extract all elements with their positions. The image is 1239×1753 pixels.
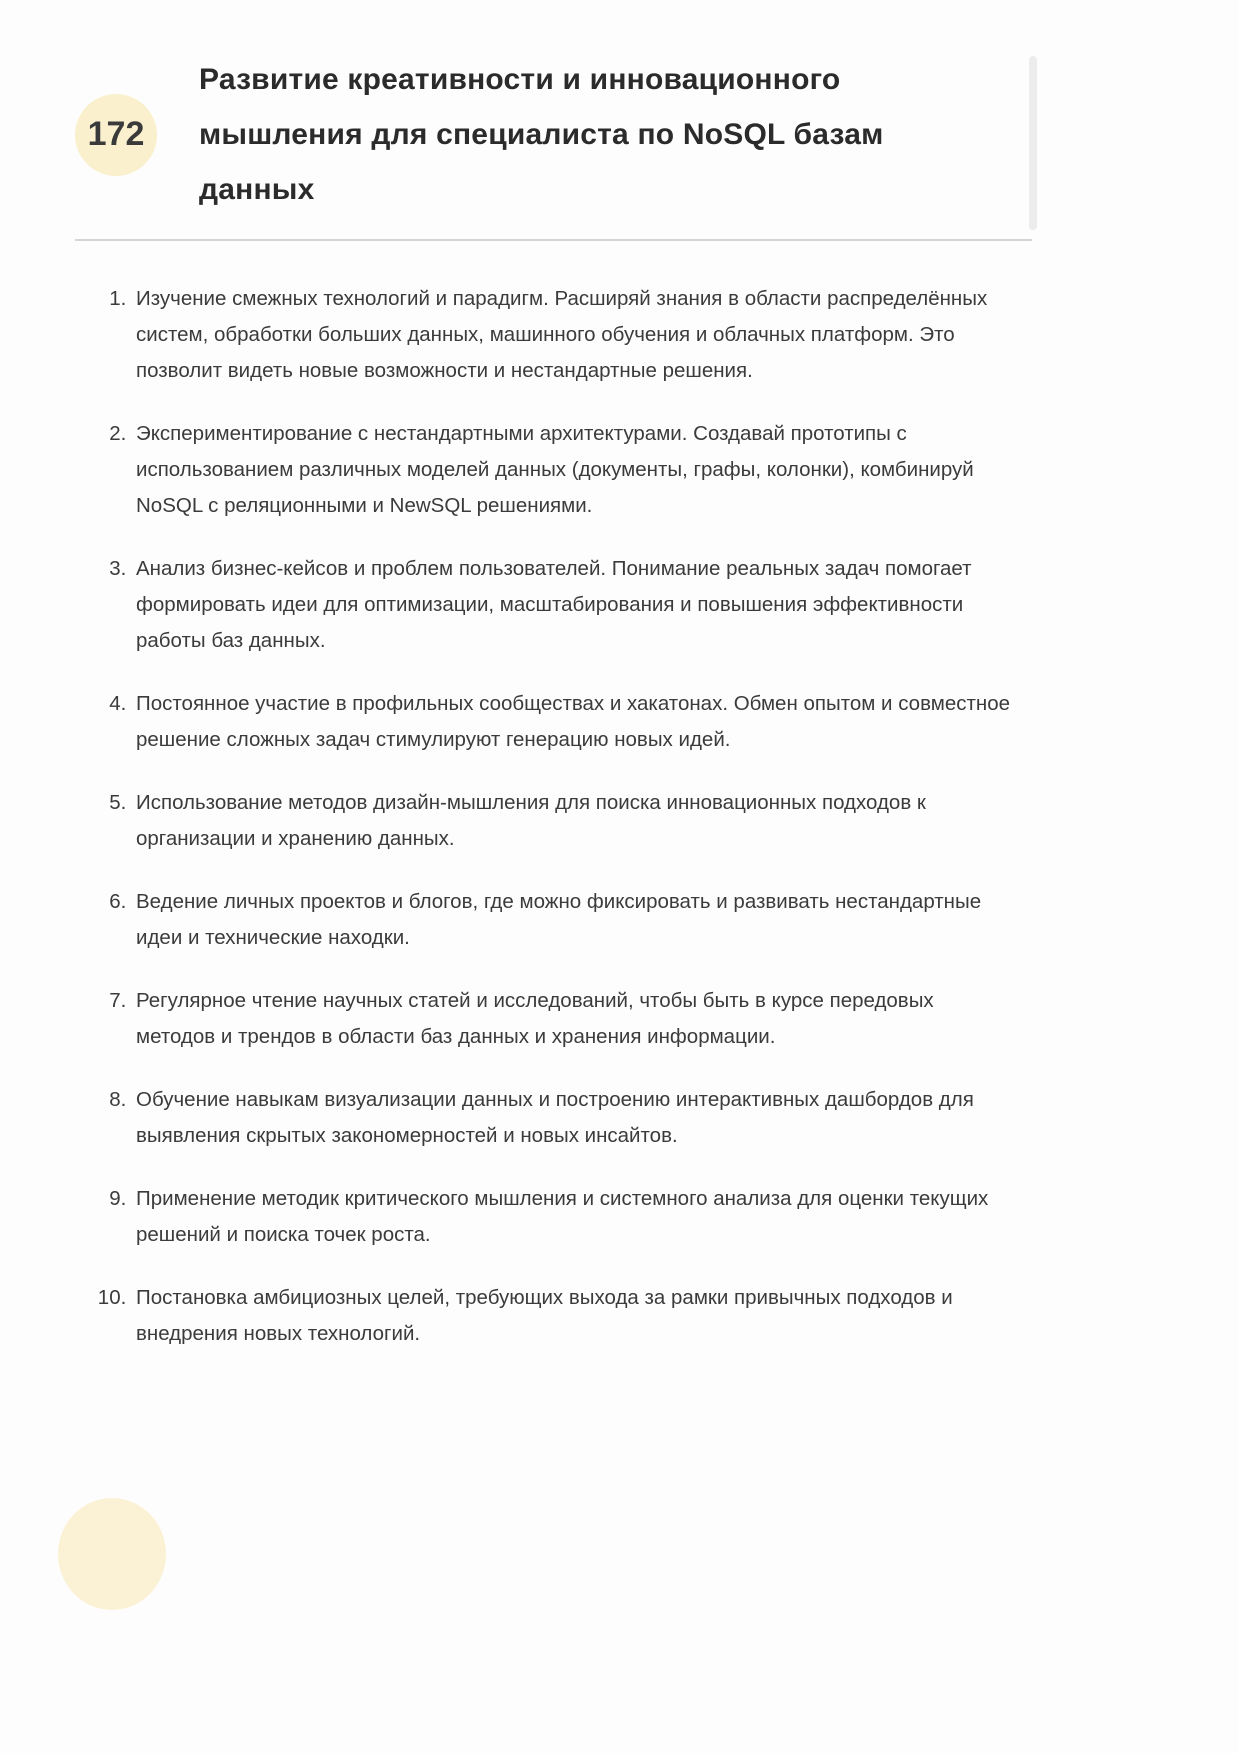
list-item: 10. Постановка амбициозных целей, требующих выхода за рамки привычных подходов и внедрения новых технологий.	[132, 1280, 1010, 1352]
badge-number: 172	[87, 115, 145, 153]
scrollbar-thumb[interactable]	[1029, 56, 1037, 230]
list-item: 2. Экспериментирование с нестандартными архитектурами. Создавай прототипы с использованием различных моделей данных (документы, графы, колонки), комбинируй NoSQL с реляционными и NewSQL решениями.	[132, 416, 1010, 524]
list-item: 4. Постоянное участие в профильных сообществах и хакатонах. Обмен опытом и совместное решение сложных задач стимулируют генерацию новых идей.	[132, 686, 1010, 758]
tips-content	[94, 281, 1010, 1352]
list-item: 6. Ведение личных проектов и блогов, где можно фиксировать и развивать нестандартные идеи и технические находки.	[132, 884, 1010, 956]
list-item: 9. Применение методик критического мышления и системного анализа для оценки текущих решений и поиска точек роста.	[132, 1181, 1010, 1253]
list-item: 5. Использование методов дизайн-мышления для поиска инновационных подходов к организации и хранению данных.	[132, 785, 1010, 857]
list-item: 7. Регулярное чтение научных статей и исследований, чтобы быть в курсе передовых методов и трендов в области баз данных и хранения информации.	[132, 983, 1010, 1055]
page-title: Развитие креативности и инновационного мышления для специалиста по NoSQL базам данных	[199, 63, 884, 206]
list-item: 1. Изучение смежных технологий и парадигм. Расширяй знания в области распределённых систем, обработки больших данных, машинного обучения и облачных платформ. Это позволит видеть новые возможности и нестандартные решения.	[132, 281, 1010, 389]
page-header	[0, 0, 1239, 217]
list-item: 8. Обучение навыкам визуализации данных и построению интерактивных дашбордов для выявления скрытых закономерностей и новых инсайтов.	[132, 1082, 1010, 1154]
list-item: 3. Анализ бизнес-кейсов и проблем пользователей. Понимание реальных задач помогает формировать идеи для оптимизации, масштабирования и повышения эффективности работы баз данных.	[132, 551, 1010, 659]
tips-list	[94, 281, 1010, 1352]
header-divider	[75, 239, 1032, 241]
item-number-badge	[75, 94, 157, 176]
decorative-blob	[58, 1498, 166, 1610]
